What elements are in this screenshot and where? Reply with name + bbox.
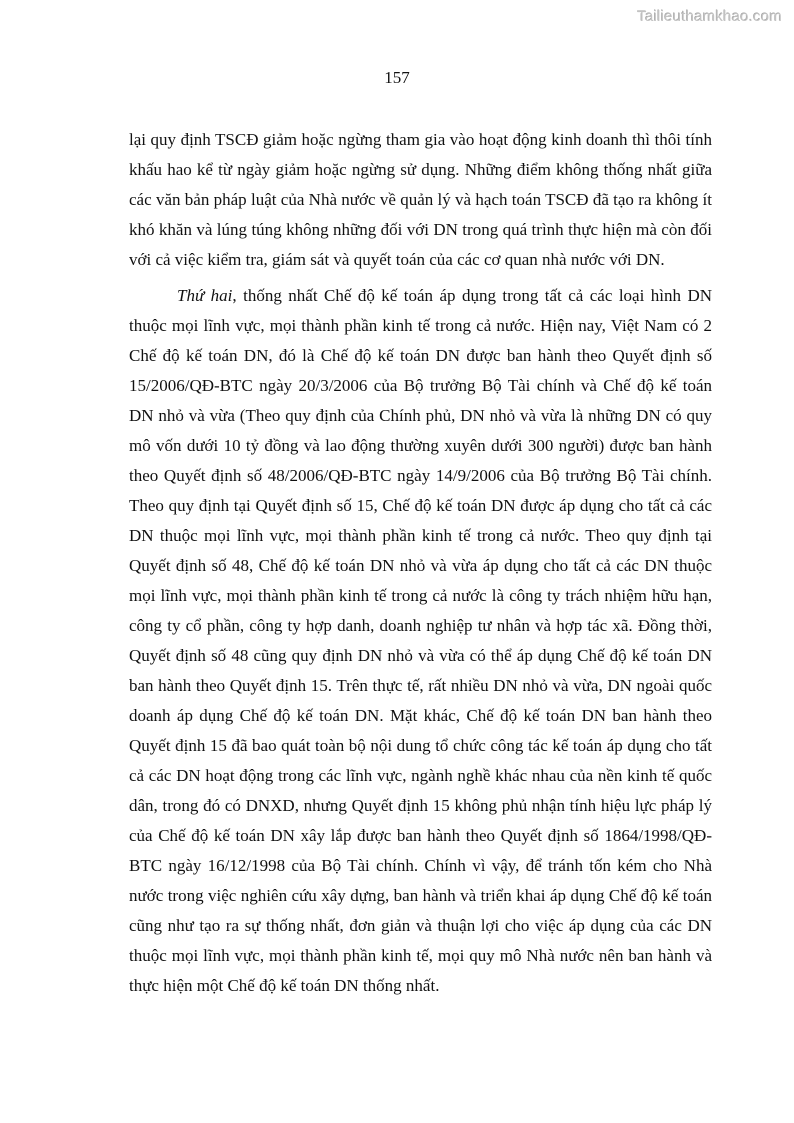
- paragraph-thu-hai-lead: Thứ hai: [177, 286, 233, 305]
- paragraph-thu-hai: [129, 281, 712, 1001]
- watermark: Tailieuthamkhao.com: [637, 8, 782, 25]
- page-number: 157: [384, 68, 410, 87]
- document-content: [129, 125, 712, 1001]
- paragraph-continuation: lại quy định TSCĐ giảm hoặc ngừng tham gia vào hoạt động kinh doanh thì thôi tính khấu hao kể từ ngày giảm hoặc ngừng sử dụng. Những điểm không thống nhất giữa các văn bản pháp luật của Nhà nước về quản lý và hạch toán TSCĐ đã tạo ra không ít khó khăn và lúng túng không những đối với DN trong quá trình thực hiện mà còn đối với cả việc kiểm tra, giám sát và quyết toán của các cơ quan nhà nước với DN.: [129, 130, 712, 269]
- paragraph-thu-hai-body: , thống nhất Chế độ kế toán áp dụng trong tất cả các loại hình DN thuộc mọi lĩnh vực, mọi thành phần kinh tế trong cả nước. Hiện nay, Việt Nam có 2 Chế độ kế toán DN, đó là Chế độ kế toán DN được ban hành theo Quyết định số 15/2006/QĐ-BTC ngày 20/3/2006 của Bộ trưởng Bộ Tài chính và Chế độ kế toán DN nhỏ và vừa (Theo quy định của Chính phủ, DN nhỏ và vừa là những DN có quy mô vốn dưới 10 tỷ đồng và lao động thường xuyên dưới 300 người) được ban hành theo Quyết định số 48/2006/QĐ-BTC ngày 14/9/2006 của Bộ trưởng Bộ Tài chính. Theo quy định tại Quyết định số 15, Chế độ kế toán DN được áp dụng cho tất cả các DN thuộc mọi lĩnh vực, mọi thành phần kinh tế trong cả nước. Theo quy định tại Quyết định số 48, Chế độ kế toán DN nhỏ và vừa áp dụng cho tất cả các DN thuộc mọi lĩnh vực, mọi thành phần kinh tế trong cả nước là công ty trách nhiệm hữu hạn, công ty cổ phần, công ty hợp danh, doanh nghiệp tư nhân và hợp tác xã. Đồng thời, Quyết định số 48 cũng quy định DN nhỏ và vừa có thể áp dụng Chế độ kế toán DN ban hành theo Quyết định 15. Trên thực tế, rất nhiều DN nhỏ và vừa, DN ngoài quốc doanh áp dụng Chế độ kế toán DN. Mặt khác, Chế độ kế toán DN ban hành theo Quyết định 15 đã bao quát toàn bộ nội dung tổ chức công tác kế toán áp dụng cho tất cả các DN hoạt động trong các lĩnh vực, ngành nghề khác nhau của nền kinh tế quốc dân, trong đó có DNXD, nhưng Quyết định 15 không phủ nhận tính hiệu lực pháp lý của Chế độ kế toán DN xây lắp được ban hành theo Quyết định số 1864/1998/QĐ-BTC ngày 16/12/1998 của Bộ Tài chính. Chính vì vậy, để tránh tốn kém cho Nhà nước trong việc nghiên cứu xây dựng, ban hành và triển khai áp dụng Chế độ kế toán cũng như tạo ra sự thống nhất, đơn giản và thuận lợi cho việc áp dụng của các DN thuộc mọi lĩnh vực, mọi thành phần kinh tế, mọi quy mô Nhà nước nên ban hành và thực hiện một Chế độ kế toán DN thống nhất.: [129, 286, 713, 995]
